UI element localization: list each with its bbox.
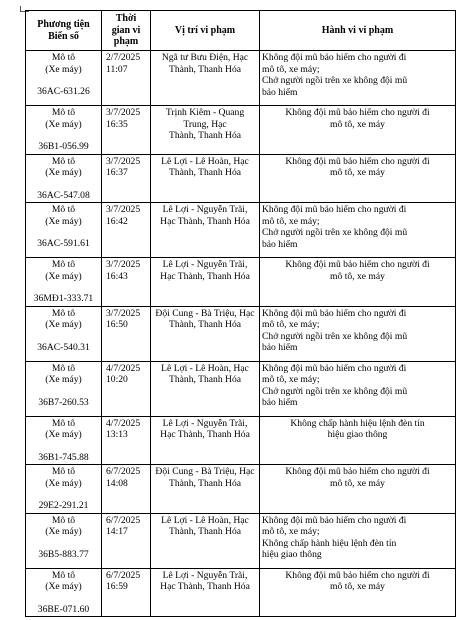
location-text: Lê Lợi - Nguyễn Trãi, xyxy=(162,417,248,429)
cell-behavior xyxy=(260,513,456,568)
table-row xyxy=(26,306,456,361)
violation-date: 3/7/2025 xyxy=(106,259,141,270)
behavior-text: Không đội mũ bảo hiểm cho người đi xyxy=(285,466,430,477)
behavior-text: mô tô, xe máy; xyxy=(262,215,320,227)
behavior-text: Không đội mũ bảo hiểm cho người đi xyxy=(285,107,430,118)
violation-time: 16:43 xyxy=(106,270,128,282)
location-text: Hạc Thành, Thanh Hóa xyxy=(160,581,250,592)
table-row xyxy=(26,361,456,416)
cell-vehicle xyxy=(26,203,102,258)
behavior-text: Không chấp hành hiệu lệnh đèn tín xyxy=(290,417,425,429)
cell-time xyxy=(102,568,151,617)
location-text: Hạc Thành, Thanh Hóa xyxy=(160,429,250,440)
behavior-text: mô tô, xe máy xyxy=(330,118,385,130)
license-plate: 36AC-540.31 xyxy=(37,341,90,353)
cell-time xyxy=(102,106,151,155)
location-text: Lê Lợi - Lê Hoàn, Hạc xyxy=(161,155,249,167)
cell-location xyxy=(151,361,260,416)
vehicle-type-text: (Xe máy) xyxy=(45,581,82,592)
violation-time: 16:37 xyxy=(106,167,128,178)
violation-date: 6/7/2025 xyxy=(106,514,141,526)
location-text: Thành, Thanh Hóa xyxy=(168,374,242,385)
violation-time: 16:50 xyxy=(106,319,128,330)
violation-time: 11:07 xyxy=(106,63,128,75)
cell-behavior xyxy=(260,258,456,307)
license-plate: 36AC-547.08 xyxy=(37,189,90,201)
header-time xyxy=(102,11,151,51)
table-row xyxy=(26,568,456,617)
license-plate: 36B1-056.99 xyxy=(38,141,89,152)
license-plate: 36MĐ1-333.71 xyxy=(33,293,94,304)
behavior-text: Chở người ngồi trên xe không đội mũ xyxy=(262,385,408,397)
header-vehicle xyxy=(26,11,102,51)
violation-time: 16:42 xyxy=(106,215,128,227)
cell-location xyxy=(151,203,260,258)
location-text: Lê Lợi - Nguyễn Trãi, xyxy=(162,204,248,215)
vehicle-type-text: (Xe máy) xyxy=(45,118,82,130)
behavior-text: Không đội mũ bảo hiểm cho người đi xyxy=(262,52,407,63)
cell-location xyxy=(151,513,260,568)
cell-location xyxy=(151,154,260,203)
location-text: Thành, Thanh Hóa xyxy=(168,130,242,141)
behavior-text: Không đội mũ bảo hiểm cho người đi xyxy=(262,362,407,374)
violation-date: 4/7/2025 xyxy=(106,417,141,429)
license-plate: 36AC-631.26 xyxy=(37,86,90,97)
vehicle-type-text: Mô tô xyxy=(51,259,76,270)
cell-vehicle xyxy=(26,306,102,361)
violation-date: 6/7/2025 xyxy=(106,569,141,581)
location-text: Hạc Thành, Thanh Hóa xyxy=(160,270,250,282)
license-plate: 36B7-260.53 xyxy=(38,396,89,408)
cell-vehicle xyxy=(26,258,102,307)
cell-time xyxy=(102,513,151,568)
vehicle-type-text: (Xe máy) xyxy=(45,319,82,330)
cell-time xyxy=(102,465,151,514)
behavior-text: Không đội mũ bảo hiểm cho người đi xyxy=(285,259,430,270)
violation-date: 3/7/2025 xyxy=(106,155,141,167)
table-row xyxy=(26,106,456,155)
behavior-text: Chở người ngồi trên xe không đội mũ xyxy=(262,227,408,238)
behavior-text: hiệu giao thông xyxy=(262,549,322,560)
behavior-text: hiệu giao thông xyxy=(327,429,388,440)
table-row xyxy=(26,203,456,258)
cell-time xyxy=(102,306,151,361)
cell-vehicle xyxy=(26,106,102,155)
behavior-text: Không đội mũ bảo hiểm cho người đi xyxy=(262,307,407,319)
behavior-text: Không đội mũ bảo hiểm cho người đi xyxy=(285,155,430,167)
behavior-text: mô tô, xe máy; xyxy=(262,63,320,75)
vehicle-type-text: (Xe máy) xyxy=(45,429,82,440)
location-text: Trung, Hạc xyxy=(183,118,227,130)
behavior-text: mô tô, xe máy xyxy=(330,581,385,592)
behavior-text: mô tô, xe máy xyxy=(330,270,385,282)
cell-location xyxy=(151,51,260,106)
cell-vehicle xyxy=(26,465,102,514)
vehicle-type-text: Mô tô xyxy=(51,155,76,167)
location-text: Ngã tư Bưu Điện, Hạc xyxy=(161,52,249,63)
vehicle-type-text: (Xe máy) xyxy=(45,374,82,385)
cell-vehicle xyxy=(26,568,102,617)
violation-date: 3/7/2025 xyxy=(106,307,141,319)
violation-date: 2/7/2025 xyxy=(106,52,141,63)
behavior-text: Chở người ngồi trên xe không đội mũ xyxy=(262,330,408,342)
vehicle-type-text: Mô tô xyxy=(51,514,76,526)
cell-behavior xyxy=(260,51,456,106)
cell-time xyxy=(102,416,151,465)
behavior-text: bảo hiểm xyxy=(262,342,298,353)
table-row xyxy=(26,465,456,514)
location-text: Thành, Thanh Hóa xyxy=(168,63,242,75)
behavior-text: Không đội mũ bảo hiểm cho người đi xyxy=(262,514,407,526)
cell-vehicle xyxy=(26,361,102,416)
violation-time: 14:08 xyxy=(106,477,128,489)
vehicle-type-text: (Xe máy) xyxy=(45,215,82,227)
license-plate: 36AC-591.61 xyxy=(37,238,90,249)
location-text: Thành, Thanh Hóa xyxy=(168,477,242,489)
header-location-label: Vị trí vi phạm xyxy=(174,24,236,36)
cell-vehicle xyxy=(26,154,102,203)
violation-time: 16:59 xyxy=(106,581,128,592)
vehicle-type-text: Mô tô xyxy=(51,307,76,319)
cell-behavior xyxy=(260,361,456,416)
vehicle-type-text: Mô tô xyxy=(51,569,76,581)
location-text: Thành, Thanh Hóa xyxy=(168,526,242,537)
cell-location xyxy=(151,258,260,307)
location-text: Thành, Thanh Hóa xyxy=(168,167,242,178)
license-plate: 36BE-071.60 xyxy=(37,603,90,615)
violation-date: 3/7/2025 xyxy=(106,107,141,118)
header-behavior xyxy=(260,11,456,51)
header-location xyxy=(151,11,260,51)
violation-time: 16:35 xyxy=(106,118,128,130)
vehicle-type-text: Mô tô xyxy=(51,466,76,477)
vehicle-type-text: (Xe máy) xyxy=(45,270,82,282)
behavior-text: Không chấp hành hiệu lệnh đèn tín xyxy=(262,537,397,549)
violation-date: 4/7/2025 xyxy=(106,362,141,374)
cell-time xyxy=(102,51,151,106)
behavior-text: mô tô, xe máy; xyxy=(262,319,320,330)
violation-time: 10:20 xyxy=(106,374,128,385)
cell-behavior xyxy=(260,465,456,514)
header-time-label: Thời gian vi phạm xyxy=(111,13,141,48)
cell-time xyxy=(102,258,151,307)
cell-location xyxy=(151,465,260,514)
behavior-text: Không đội mũ bảo hiểm cho người đi xyxy=(285,569,430,581)
violation-date: 6/7/2025 xyxy=(106,466,141,477)
cell-time xyxy=(102,361,151,416)
location-text: Lê Lợi - Nguyễn Trãi, xyxy=(162,259,248,270)
table-row xyxy=(26,258,456,307)
location-text: Đội Cung - Bà Triệu, Hạc xyxy=(155,307,255,319)
behavior-text: bảo hiểm xyxy=(262,238,298,250)
location-text: Lê Lợi - Lê Hoàn, Hạc xyxy=(161,514,249,526)
vehicle-type-text: Mô tô xyxy=(51,417,76,429)
violation-date: 3/7/2025 xyxy=(106,204,141,215)
table-row xyxy=(26,51,456,106)
cell-location xyxy=(151,568,260,617)
behavior-text: mô tô, xe máy xyxy=(330,477,385,489)
table-header-row xyxy=(26,11,456,51)
table-row xyxy=(26,416,456,465)
location-text: Thành, Thanh Hóa xyxy=(168,319,242,330)
cell-behavior xyxy=(260,154,456,203)
vehicle-type-text: (Xe máy) xyxy=(45,477,82,489)
behavior-text: mô tô, xe máy xyxy=(330,167,385,178)
license-plate: 36B1-745.88 xyxy=(38,451,89,463)
behavior-text: mô tô, xe máy; xyxy=(262,374,320,385)
location-text: Đội Cung - Bà Triệu, Hạc xyxy=(155,466,255,477)
cell-location xyxy=(151,106,260,155)
location-text: Hạc Thành, Thanh Hóa xyxy=(160,215,250,227)
behavior-text: mô tô, xe máy; xyxy=(262,526,320,537)
table-body xyxy=(26,51,456,617)
location-text: Lê Lợi - Lê Hoàn, Hạc xyxy=(161,362,249,374)
cell-vehicle xyxy=(26,51,102,106)
license-plate: 29E2-291.21 xyxy=(38,500,89,511)
vehicle-type-text: Mô tô xyxy=(51,362,76,374)
header-vehicle-label: Phương tiện Biển số xyxy=(37,19,90,42)
location-text: Trịnh Kiêm - Quang xyxy=(165,107,245,118)
behavior-text: Không đội mũ bảo hiểm cho người đi xyxy=(262,204,407,215)
behavior-text: bảo hiểm xyxy=(262,397,298,408)
location-text: Lê Lợi - Nguyễn Trãi, xyxy=(162,569,248,581)
cell-behavior xyxy=(260,416,456,465)
cell-behavior xyxy=(260,306,456,361)
vehicle-type-text: (Xe máy) xyxy=(45,63,82,75)
vehicle-type-text: Mô tô xyxy=(51,204,76,215)
header-behavior-label: Hành vi vi phạm xyxy=(321,24,394,36)
violations-table xyxy=(25,10,456,617)
table-row xyxy=(26,154,456,203)
cell-time xyxy=(102,203,151,258)
license-plate: 36B5-883.77 xyxy=(38,548,89,560)
cell-behavior xyxy=(260,568,456,617)
violation-time: 14:17 xyxy=(106,526,128,537)
vehicle-type-text: Mô tô xyxy=(51,52,76,63)
behavior-text: bảo hiểm xyxy=(262,86,298,98)
cell-location xyxy=(151,416,260,465)
behavior-text: Chở người ngồi trên xe không đội mũ xyxy=(262,75,408,86)
cell-location xyxy=(151,306,260,361)
cell-behavior xyxy=(260,106,456,155)
cell-behavior xyxy=(260,203,456,258)
vehicle-type-text: (Xe máy) xyxy=(45,167,82,178)
vehicle-type-text: (Xe máy) xyxy=(45,526,82,537)
table-row xyxy=(26,513,456,568)
vehicle-type-text: Mô tô xyxy=(51,107,76,118)
cell-vehicle xyxy=(26,513,102,568)
cell-vehicle xyxy=(26,416,102,465)
violation-time: 13:13 xyxy=(106,429,128,440)
cell-time xyxy=(102,154,151,203)
